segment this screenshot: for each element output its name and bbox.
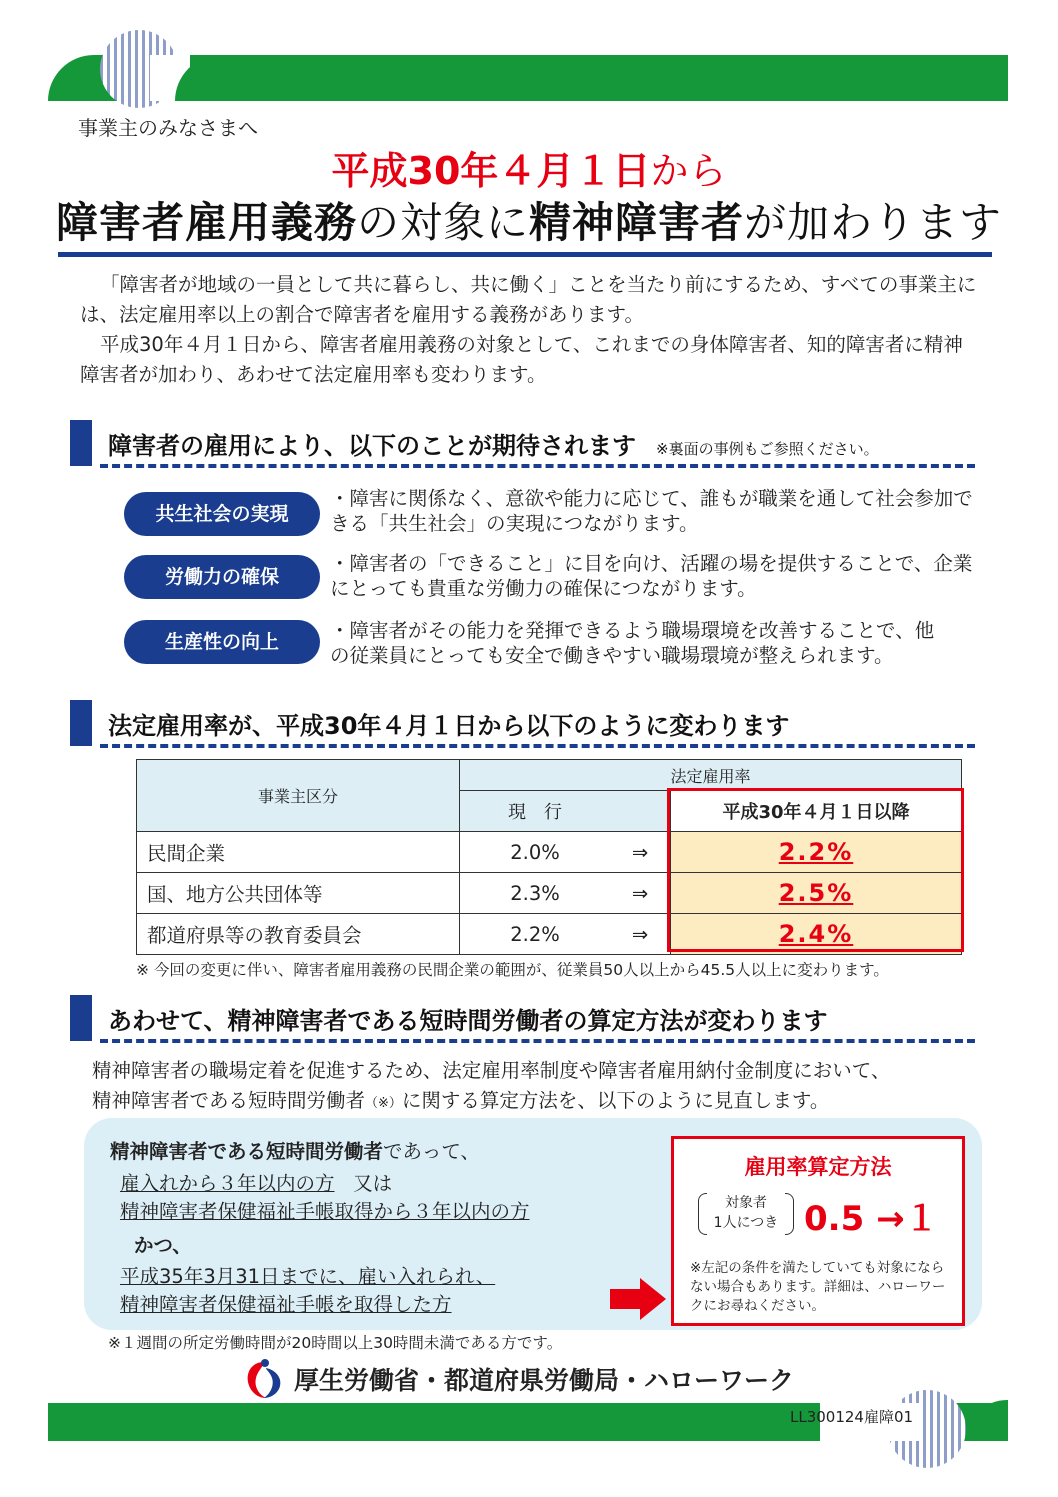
col-new-header: 平成30年４月１日以降 [671, 791, 962, 832]
section2-heading [70, 700, 975, 748]
table-note: ※ 今回の変更に伴い、障害者雇用義務の民間企業の範囲が、従業員50人以上から45.5人以上に変わります。 [136, 961, 889, 979]
row-current: 2.3% [460, 873, 611, 914]
section3-heading-bar [70, 995, 92, 1041]
benefit-pill-3: 生産性の向上 [124, 620, 320, 664]
section3-heading [70, 995, 975, 1043]
section2-dashed-rule [100, 744, 975, 748]
table-row [137, 914, 962, 955]
section2-heading-text: 法定雇用率が、平成30年４月１日から以下のように変わります [108, 712, 790, 740]
title-part2: の対象に [356, 198, 529, 247]
section1-heading-text: 障害者の雇用により、以下のことが期待されます [108, 432, 636, 460]
section1-dashed-rule [100, 464, 975, 468]
condition-and [134, 1230, 192, 1258]
method-note: ※左記の条件を満たしていても対象にならない場合もあります。詳細は、ハローワークにお尋ねください。 [690, 1260, 946, 1314]
section3-intro [92, 1056, 992, 1119]
table-row [137, 832, 962, 873]
title-date [0, 140, 1058, 195]
condition-lead [110, 1136, 480, 1164]
condition-and-text: かつ、 [134, 1234, 192, 1257]
method-target-line2: 1人につき [713, 1215, 779, 1231]
col-arrow-header [610, 791, 671, 832]
section3-intro-line1: 精神障害者の職場定着を促進するため、法定雇用率制度や障害者雇用納付金制度において、 [92, 1059, 891, 1082]
benefit-text-1: ・障害に関係なく、意欲や能力に応じて、誰もが職業を通して社会参加できる「共生社会」の実現につながります。 [330, 487, 973, 535]
section3-intro-line2a: 精神障害者である短時間労働者 [92, 1089, 366, 1112]
title-underline [58, 252, 992, 257]
row-new: 2.2% [671, 832, 962, 873]
table-row [137, 873, 962, 914]
condition-2: 精神障害者保健福祉手帳取得から３年以内の方 [120, 1200, 530, 1223]
row-category: 都道府県等の教育委員会 [137, 914, 460, 955]
row-category: 民間企業 [137, 832, 460, 873]
row-arrow: ⇒ [610, 914, 671, 955]
intro-text [80, 270, 980, 390]
condition-lead-rest: であって、 [383, 1140, 480, 1163]
intro-paragraph-2: 平成30年４月１日から、障害者雇用義務の対象として、これまでの身体障害者、知的障害者に精神障害者が加わり、あわせて法定雇用率も変わります。 [80, 333, 963, 386]
benefit-pill-2: 労働力の確保 [124, 555, 320, 599]
ministry-logo-icon [244, 1358, 284, 1400]
section3-dashed-rule [100, 1039, 975, 1043]
table-header-row [137, 760, 962, 791]
section3-heading-text: あわせて、精神障害者である短時間労働者の算定方法が変わります [108, 1007, 828, 1035]
col-category-header: 事業主区分 [137, 760, 460, 832]
condition-4: 精神障害者保健福祉手帳を取得した方 [120, 1293, 452, 1316]
row-current: 2.2% [460, 914, 611, 955]
left-bracket [698, 1193, 707, 1235]
title-date-suffix: から [650, 149, 727, 193]
footnote: ※１週間の所定労働時間が20時間以上30時間未満である方です。 [108, 1334, 563, 1352]
right-arrow-icon [610, 1278, 666, 1320]
title-part4: が加わります [744, 198, 1003, 247]
method-value: 0.5 →１ [804, 1199, 939, 1239]
section1-heading-bar [70, 420, 92, 466]
method-title: 雇用率算定方法 [744, 1155, 892, 1179]
rate-table [136, 759, 962, 955]
right-bracket [785, 1193, 794, 1235]
benefit-text-3: ・障害者がその能力を発揮できるよう職場環境を改善することで、他の従業員にとっても安全で働きやすい職場環境が整えられます。 [330, 619, 935, 667]
document-code: LL300124雇障01 [790, 1408, 914, 1426]
row-new: 2.5% [671, 873, 962, 914]
greeting: 事業主のみなさまへ [78, 116, 258, 140]
title-part3: 精神障害者 [529, 198, 745, 247]
benefit-pill-1: 共生社会の実現 [124, 492, 320, 536]
row-arrow: ⇒ [610, 873, 671, 914]
row-arrow: ⇒ [610, 832, 671, 873]
intro-paragraph-1: 「障害者が地域の一員として共に暮らし、共に働く」ことを当たり前にするため、すべての事業主には、法定雇用率以上の割合で障害者を雇用する義務があります。 [80, 273, 977, 326]
benefit-text-2: ・障害者の「できること」に目を向け、活躍の場を提供することで、企業にとっても貴重な労働力の確保につながります。 [330, 552, 973, 600]
row-new: 2.4% [671, 914, 962, 955]
section3-intro-line2b: に関する算定方法を、以下のように見直します。 [401, 1089, 830, 1112]
row-current: 2.0% [460, 832, 611, 873]
section3-intro-line2 [92, 1086, 992, 1119]
condition-3: 平成35年3月31日までに、雇い入れられ、 [120, 1265, 496, 1288]
row-category: 国、地方公共団体等 [137, 873, 460, 914]
calculation-method-box [671, 1136, 965, 1326]
section2-heading-bar [70, 700, 92, 746]
section1-note: ※裏面の事例もご参照ください。 [656, 440, 879, 458]
condition-1: 雇入れから３年以内の方 [120, 1172, 335, 1195]
col-rate-header: 法定雇用率 [460, 760, 962, 791]
section3-intro-mark: （※） [365, 1096, 402, 1111]
page-title [0, 190, 1058, 250]
title-date-bold: 平成30年４月１日 [331, 149, 651, 193]
condition-lead-bold: 精神障害者である短時間労働者 [110, 1140, 384, 1163]
col-current-header: 現 行 [460, 791, 611, 832]
condition-1-line [120, 1168, 392, 1196]
method-target-line1: 対象者 [725, 1195, 767, 1211]
organization-name: 厚生労働省・都道府県労働局・ハローワーク [294, 1366, 795, 1395]
section1-heading [70, 420, 975, 468]
title-part1: 障害者雇用義務 [55, 198, 357, 247]
method-target [698, 1193, 794, 1235]
condition-or: 又は [353, 1172, 393, 1195]
